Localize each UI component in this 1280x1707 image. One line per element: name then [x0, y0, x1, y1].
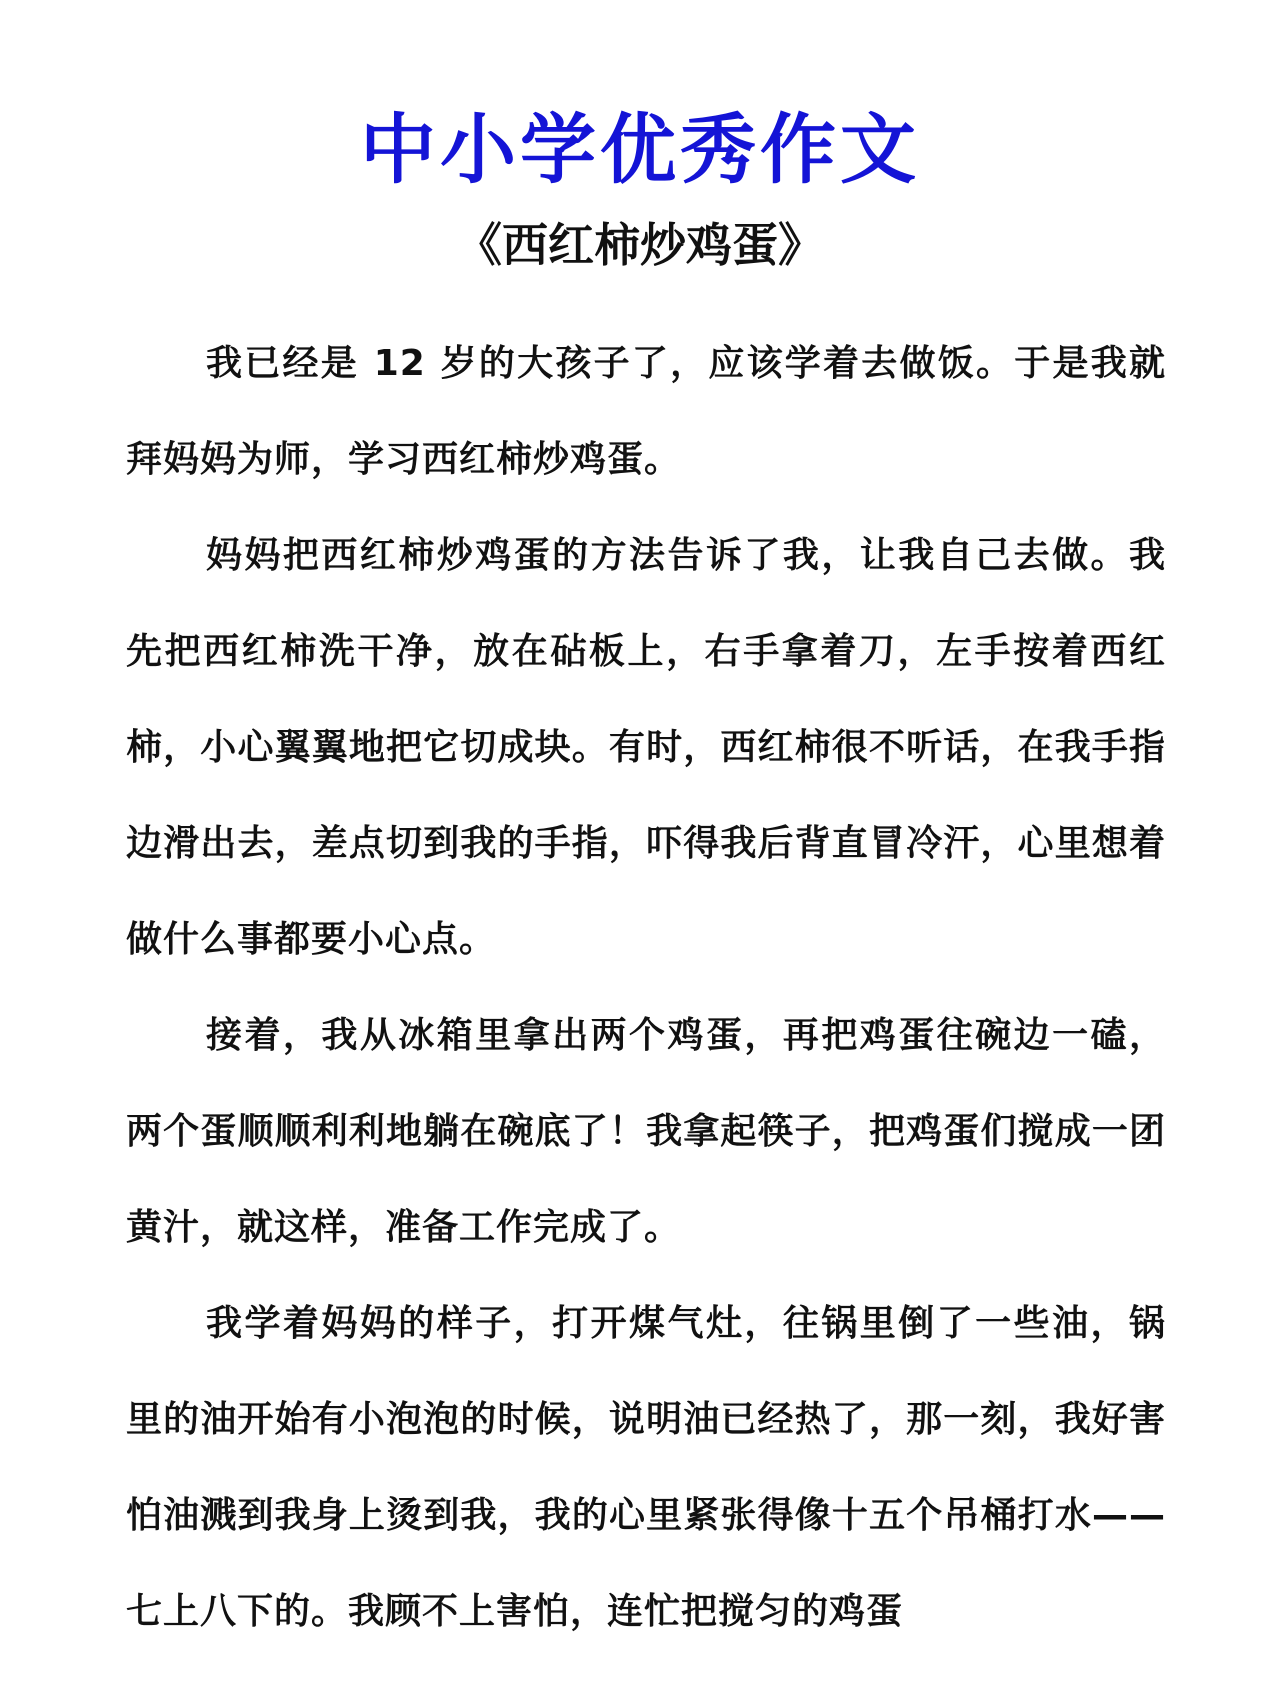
essay-body: [126, 316, 1166, 1660]
paragraph-1: 我已经是 12 岁的大孩子了，应该学着去做饭。于是我就拜妈妈为师，学习西红柿炒鸡蛋。: [126, 343, 1166, 480]
page-title: 中小学优秀作文: [360, 105, 920, 194]
paragraph-4: 我学着妈妈的样子，打开煤气灶，往锅里倒了一些油，锅里的油开始有小泡泡的时候，说明油已经热了，那一刻，我好害怕油溅到我身上烫到我，我的心里紧张得像十五个吊桶打水——七上八下的。我顾不上害怕，连忙把搅匀的鸡蛋: [126, 1303, 1166, 1632]
essay-title: 《西红柿炒鸡蛋》: [456, 218, 824, 272]
paragraph-2: 妈妈把西红柿炒鸡蛋的方法告诉了我，让我自己去做。我先把西红柿洗干净，放在砧板上，右手拿着刀，左手按着西红柿，小心翼翼地把它切成块。有时，西红柿很不听话，在我手指边滑出去，差点切到我的手指，吓得我后背直冒冷汗，心里想着做什么事都要小心点。: [126, 535, 1166, 960]
paragraph-3: 接着，我从冰箱里拿出两个鸡蛋，再把鸡蛋往碗边一磕，两个蛋顺顺利利地躺在碗底了！我拿起筷子，把鸡蛋们搅成一团黄汁，就这样，准备工作完成了。: [126, 1015, 1166, 1248]
